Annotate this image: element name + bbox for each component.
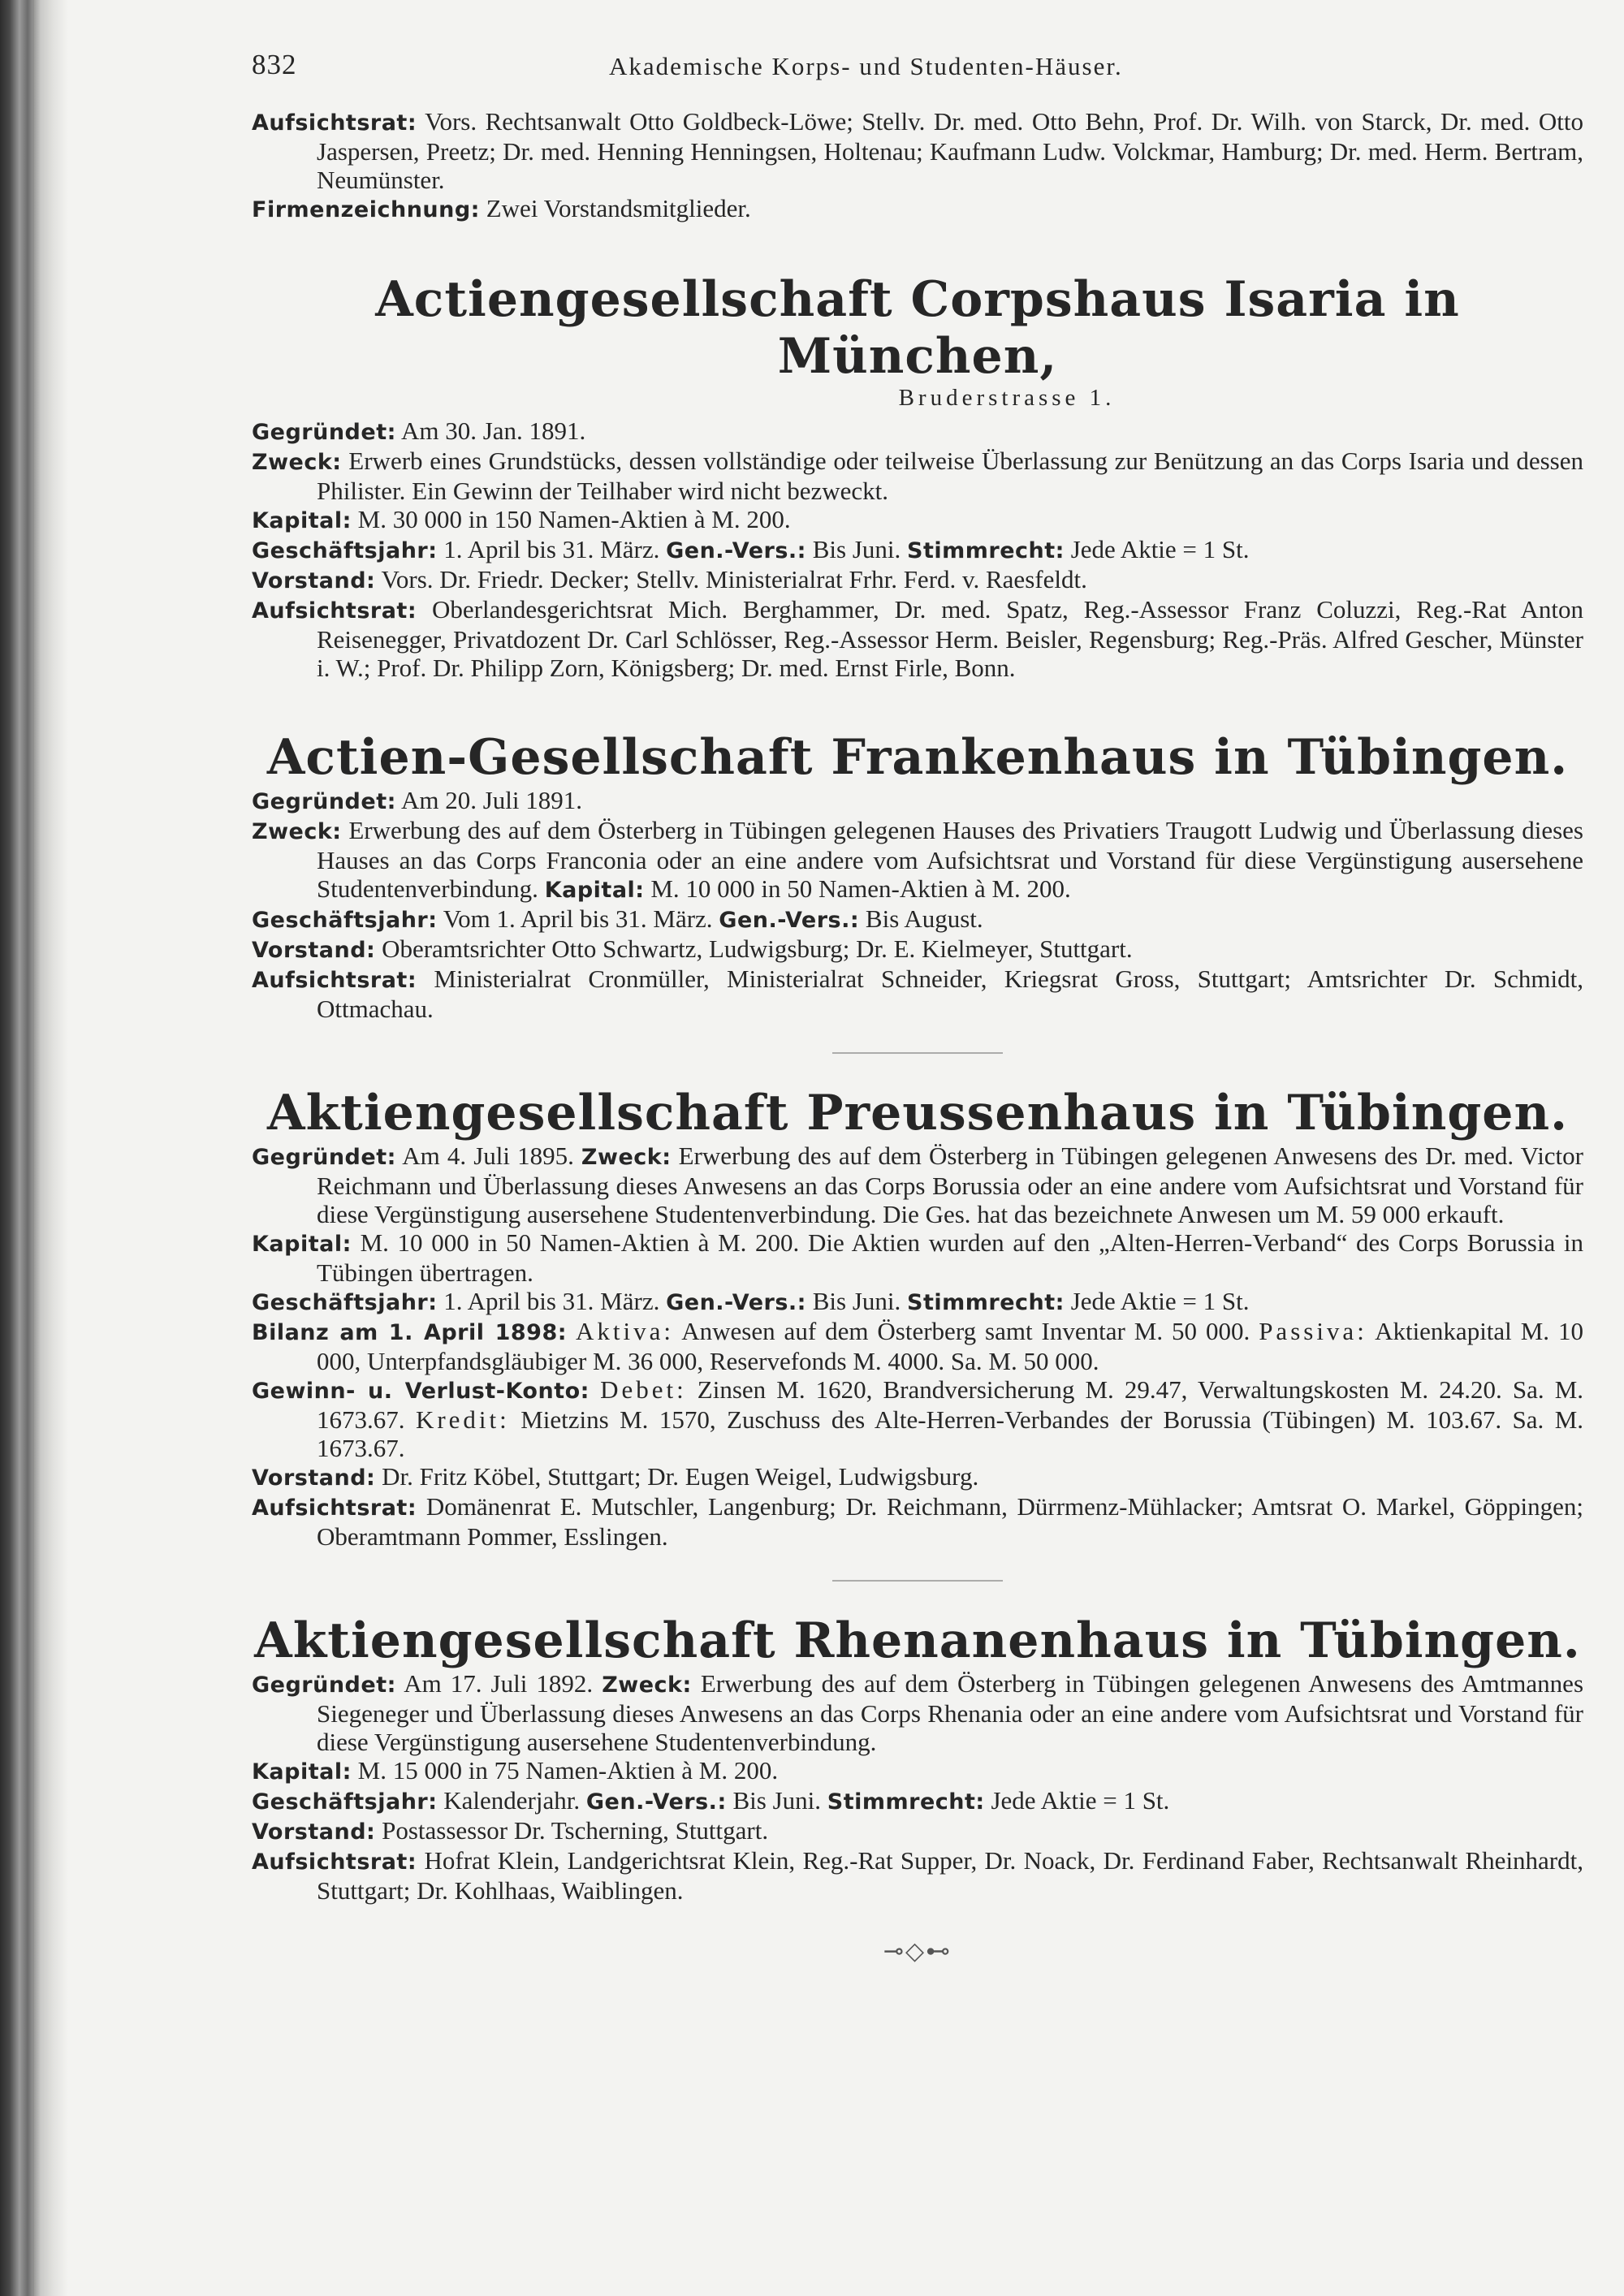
field-label: Aufsichtsrat: [252,598,417,624]
field-text: Erwerbung des auf dem Österberg in Tübingen gelegenen Anwesens des Amtmannes Siegeneger und Überlassung dieses Anwesens an das Corps Rhenania oder an eine andere vom Aufsichtsrat und Vorstand für diese Vergünstigung ausersehene Studentenverbindung. [317,1669,1584,1756]
field-label: Geschäftsjahr: [252,1789,438,1815]
field-aufsichtsrat [252,595,1583,682]
company-title: Aktiengesellschaft Rhenanenhaus in Tübingen. [254,1612,1581,1669]
field-label: Vorstand: [252,1819,376,1845]
field-text: Bis Juni. [812,535,901,563]
field-gegruendet [252,1669,1583,1756]
field-label: Gegründet: [252,420,396,445]
running-head [252,49,1583,88]
field-text: Postassessor Dr. Tscherning, Stuttgart. [382,1816,769,1845]
field-gegruendet [252,1142,1583,1228]
field-gegruendet [252,416,1583,447]
field-gewinn-verlust [252,1375,1583,1462]
field-kapital [252,1228,1583,1287]
prev-firmenzeichnung [252,194,1583,224]
field-text: 1. April bis 31. März. [443,535,660,563]
field-text: Zinsen M. 1620, Brandversicherung M. 29.47, Verwaltungskosten M. 24.20. Sa. M. 1673.67. [317,1375,1584,1434]
field-text: Erwerb eines Grundstücks, dessen vollständige oder teilweise Überlassung zur Benützung an das Corps Isaria und dessen Philister. Ein Gewinn der Teilhaber wird nicht bezweckt. [317,447,1584,505]
field-label: Gegründet: [252,1145,396,1170]
field-label: Aufsichtsrat: [252,110,417,136]
company-entry-isaria [252,271,1583,682]
end-ornament: ⊸◇⊷ [883,1938,952,1965]
field-vorstand [252,1462,1583,1492]
field-text: Aktienkapital M. 10 000, Unterpfandsgläubiger M. 36 000, Reservefonds M. 4000. Sa. M. 50 000. [317,1317,1584,1375]
field-geschaeftsjahr [252,1287,1583,1317]
field-label: Zweck: [602,1672,692,1698]
field-text: Bis Juni. [732,1786,822,1815]
field-label: Firmenzeichnung: [252,197,480,222]
field-text: M. 10 000 in 50 Namen-Aktien à M. 200. [650,874,1071,903]
field-vorstand [252,565,1583,595]
field-aufsichtsrat [252,1492,1583,1551]
field-label: Kapital: [252,1232,352,1257]
field-subhead: Debet: [600,1375,687,1404]
field-text: 1. April bis 31. März. [443,1287,660,1315]
prev-aufsichtsrat [252,107,1583,194]
field-bilanz [252,1317,1583,1375]
field-zweck [252,816,1583,904]
field-text: Dr. Fritz Köbel, Stuttgart; Dr. Eugen Weigel, Ludwigsburg. [382,1462,979,1491]
field-text: Vom 1. April bis 31. März. [443,904,713,933]
field-label: Gewinn- u. Verlust-Konto: [252,1379,590,1404]
field-text: Am 17. Juli 1892. [404,1669,594,1698]
section-divider [832,1580,1003,1582]
field-label: Vorstand: [252,1465,376,1491]
field-label: Zweck: [581,1145,672,1170]
company-entry-preussenhaus [252,1085,1583,1551]
running-title: Akademische Korps- und Studenten-Häuser. [609,52,1123,80]
field-label: Aufsichtsrat: [252,1495,417,1521]
field-text: Bis Juni. [812,1287,901,1315]
book-gutter [0,0,68,2296]
field-kapital [252,505,1583,535]
field-label: Kapital: [544,878,645,903]
company-address: Bruderstrasse 1. [898,385,1116,411]
field-label: Aufsichtsrat: [252,1849,417,1875]
field-label: Stimmrecht: [907,1290,1065,1315]
company-entry-rhenanenhaus [252,1612,1583,1905]
field-text: Oberlandesgerichtsrat Mich. Berghammer, Dr. med. Spatz, Reg.-Assessor Franz Coluzzi, Reg.-Rat Anton Reisenegger, Privatdozent Dr. Carl Schlösser, Reg.-Assessor Herm. Beisler, Regensburg; Reg.-Präs. Alfred Gescher, Münster i. W.; Prof. Dr. Philipp Zorn, Königsberg; Dr. med. Ernst Firle, Bonn. [317,595,1583,682]
field-text: Mietzins M. 1570, Zuschuss des Alte-Herren-Verbandes der Borussia (Tübingen) M. 103.67. Sa. M. 1673.67. [317,1405,1584,1462]
field-label: Gegründet: [252,1672,396,1698]
field-label: Aufsichtsrat: [252,968,417,993]
field-label: Stimmrecht: [907,538,1065,563]
field-text: Hofrat Klein, Landgerichtsrat Klein, Reg.-Rat Supper, Dr. Noack, Dr. Ferdinand Faber, Rechtsanwalt Rheinhardt, Stuttgart; Dr. Kohlhaas, Waiblingen. [317,1846,1583,1905]
field-label: Stimmrecht: [827,1789,985,1815]
field-text: Oberamtsrichter Otto Schwartz, Ludwigsburg; Dr. E. Kielmeyer, Stuttgart. [382,934,1133,963]
field-text: M. 15 000 in 75 Namen-Aktien à M. 200. [357,1756,779,1785]
field-gegruendet [252,786,1583,816]
section-divider [832,1052,1003,1054]
field-subhead: Kredit: [415,1405,510,1434]
field-label: Gegründet: [252,789,396,814]
field-text: Zwei Vorstandsmitglieder. [486,194,751,222]
field-text: Ministerialrat Cronmüller, Ministerialrat Schneider, Kriegsrat Gross, Stuttgart; Amtsrichter Dr. Schmidt, Ottmachau. [317,965,1583,1023]
field-label: Kapital: [252,508,352,533]
field-text: Am 20. Juli 1891. [400,786,582,814]
field-text: Vors. Rechtsanwalt Otto Goldbeck-Löwe; Stellv. Dr. med. Otto Behn, Prof. Dr. Wilh. von Starck, Dr. med. Otto Jaspersen, Preetz; Dr. med. Henning Henningsen, Holtenau; Kaufmann Ludw. Volckmar, Hamburg; Dr. med. Herm. Bertram, Neumünster. [317,107,1583,194]
field-text: Jede Aktie = 1 St. [991,1786,1170,1815]
field-text: Am 30. Jan. 1891. [400,416,586,445]
field-vorstand [252,934,1583,965]
company-title: Actien-Gesellschaft Frankenhaus in Tübingen. [266,729,1569,786]
field-text: Erwerbung des auf dem Österberg in Tübingen gelegenen Anwesens des Dr. med. Victor Reichmann und Überlassung dieses Anwesens an das Corps Borussia oder an eine andere vom Aufsichtsrat und Vorstand für diese Vergünstigung ausersehene Studentenverbindung. Die Ges. hat das bezeichnete Anwesen um M. 59 000 erkauft. [317,1142,1583,1228]
field-label: Zweck: [252,819,342,844]
field-text: M. 10 000 in 50 Namen-Aktien à M. 200. Die Aktien wurden auf den „Alten-Herren-Verband“ des Corps Borussia in Tübingen übertragen. [317,1228,1583,1287]
field-label: Zweck: [252,450,342,475]
company-entry-frankenhaus [252,729,1583,1023]
field-label: Vorstand: [252,568,376,593]
page-number: 832 [252,49,297,80]
field-text: M. 30 000 in 150 Namen-Aktien à M. 200. [357,505,791,533]
field-subhead: Aktiva: [576,1317,674,1345]
field-label: Geschäftsjahr: [252,538,438,563]
field-label: Gen.-Vers.: [666,1290,806,1315]
field-aufsichtsrat [252,1846,1583,1905]
field-geschaeftsjahr [252,535,1583,565]
field-label: Gen.-Vers.: [719,908,860,933]
field-text: Bis August. [865,904,983,933]
field-zweck [252,447,1583,505]
document-page [252,49,1583,1966]
field-text: Am 4. Juli 1895. [402,1142,574,1170]
field-label: Gen.-Vers.: [666,538,806,563]
field-label: Geschäftsjahr: [252,908,438,933]
field-label: Vorstand: [252,938,376,963]
field-label: Bilanz am 1. April 1898: [252,1320,568,1345]
field-text: Erwerbung des auf dem Österberg in Tübingen gelegenen Hauses des Privatiers Traugott Ludwig und Überlassung dieses Hauses an das Corps Franconia oder an eine andere vom Aufsichtsrat und Vorstand für diese Vergünstigung ausersehene Studentenverbindung. [317,816,1583,903]
field-label: Kapital: [252,1759,352,1785]
field-subhead: Passiva: [1259,1317,1367,1345]
field-text: Domänenrat E. Mutschler, Langenburg; Dr. Reichmann, Dürrmenz-Mühlacker; Amtsrat O. Markel, Göppingen; Oberamtmann Pommer, Esslingen. [317,1492,1584,1551]
field-text: Kalenderjahr. [443,1786,581,1815]
field-geschaeftsjahr [252,904,1583,934]
field-text: Jede Aktie = 1 St. [1070,1287,1250,1315]
field-aufsichtsrat [252,965,1583,1023]
previous-entry [252,107,1583,224]
field-geschaeftsjahr [252,1786,1583,1816]
company-title: Actiengesellschaft Corpshaus Isaria in München, [375,271,1460,385]
field-label: Gen.-Vers.: [585,1789,727,1815]
field-kapital [252,1756,1583,1786]
company-title: Aktiengesellschaft Preussenhaus in Tübingen. [267,1085,1568,1142]
field-text: Jede Aktie = 1 St. [1070,535,1250,563]
field-text: Anwesen auf dem Österberg samt Inventar M. 50 000. [681,1317,1250,1345]
field-label: Geschäftsjahr: [252,1290,438,1315]
field-text: Vors. Dr. Friedr. Decker; Stellv. Ministerialrat Frhr. Ferd. v. Raesfeldt. [381,565,1087,593]
field-vorstand [252,1816,1583,1846]
